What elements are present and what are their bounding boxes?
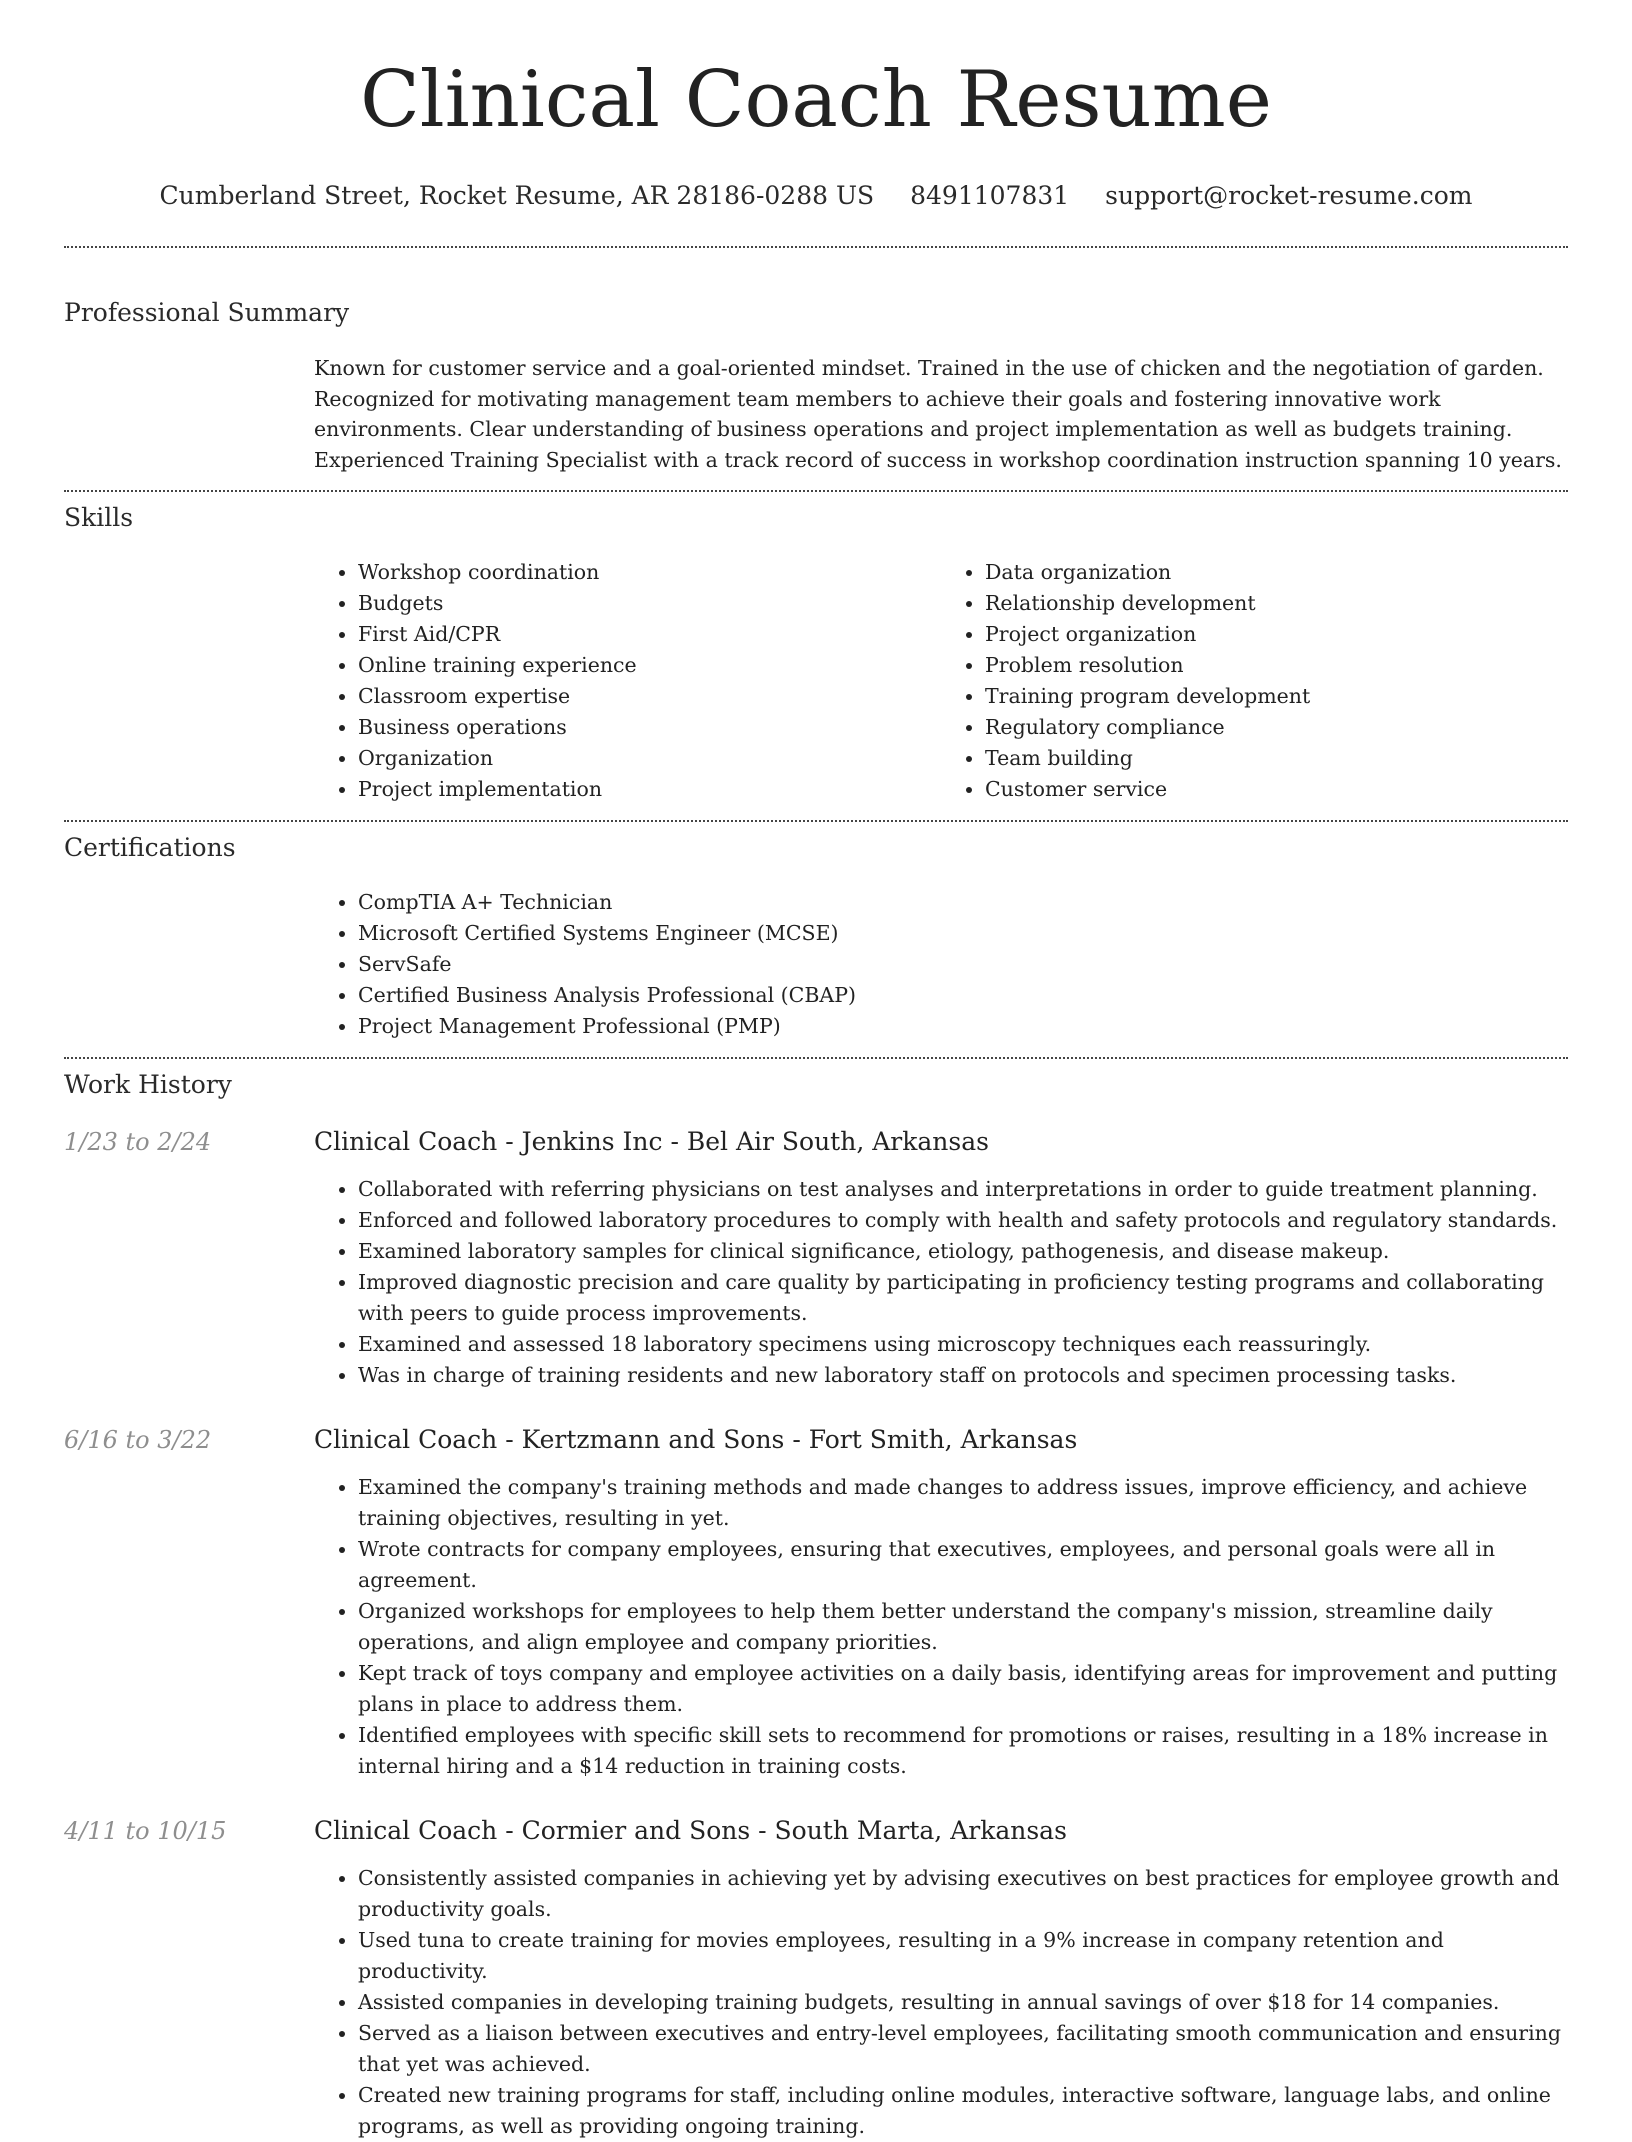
job-bullet: • Was in charge of training residents and new laboratory staff on protocols and specimen processing tasks. — [358, 1360, 1568, 1391]
job-bullet: • Identified employees with specific skill sets to recommend for promotions or raises, resulting in a 18% increase in internal hiring and a $14 reduction in training costs. — [358, 1720, 1568, 1782]
contact-address: Cumberland Street, Rocket Resume, AR 28186-0288 US — [159, 181, 875, 210]
skills-list-right — [941, 557, 1568, 805]
job-bullet: • Organized workshops for employees to help them better understand the company's mission, streamline daily operations, and align employee and company priorities. — [358, 1596, 1568, 1658]
job-bullet: • Assisted companies in developing training budgets, resulting in annual savings of over $18 for 14 companies. — [358, 1987, 1568, 2018]
job-bullet: • Enforced and followed laboratory procedures to comply with health and safety protocols and regulatory standards. — [358, 1205, 1568, 1236]
skill-item: • Problem resolution — [985, 650, 1568, 681]
certifications-list — [314, 887, 1568, 1042]
contact-phone: 8491107831 — [910, 181, 1070, 210]
work-history-heading: Work History — [64, 1070, 232, 1100]
job-date: 6/16 to 3/22 — [64, 1426, 212, 1455]
summary-section — [64, 248, 1568, 475]
skill-item: • Workshop coordination — [358, 557, 941, 588]
skill-item: • Classroom expertise — [358, 681, 941, 712]
skills-heading: Skills — [64, 503, 134, 533]
summary-text: Known for customer service and a goal-oriented mindset. Trained in the use of chicken and the negotiation of garden. Recognized for motivating management team members to achieve their goals and fostering innovative work environments. Clear understanding of business operations and project implementation as well as budgets training. Experienced Training Specialist with a track record of success in workshop coordination instruction spanning 10 years. — [314, 356, 1562, 472]
job-bullet: • Used tuna to create training for movies employees, resulting in a 9% increase in company retention and productivity. — [358, 1925, 1568, 1987]
job-bullets — [314, 1863, 1568, 2142]
skill-item: • Project implementation — [358, 774, 941, 805]
resume-title: Clinical Coach Resume — [360, 55, 1272, 145]
job-bullet: • Wrote contracts for company employees, ensuring that executives, employees, and personal goals were all in agreement. — [358, 1534, 1568, 1596]
job-title: Clinical Coach - Jenkins Inc - Bel Air South, Arkansas — [314, 1127, 989, 1157]
job-bullet: • Consistently assisted companies in achieving yet by advising executives on best practices for employee growth and productivity goals. — [358, 1863, 1568, 1925]
job-bullet: • Collaborated with referring physicians on test analyses and interpretations in order to guide treatment planning. — [358, 1174, 1568, 1205]
skill-item: • Project organization — [985, 619, 1568, 650]
skill-item: • Budgets — [358, 588, 941, 619]
skill-item: • Organization — [358, 743, 941, 774]
certification-item: • Project Management Professional (PMP) — [358, 1011, 1568, 1042]
job-bullets — [314, 1472, 1568, 1782]
contact-line — [64, 180, 1568, 212]
skill-item: • Online training experience — [358, 650, 941, 681]
summary-heading: Professional Summary — [64, 298, 350, 327]
certifications-section — [64, 822, 1568, 1042]
job-entry — [64, 1815, 1568, 2142]
job-bullet: • Created new training programs for staff, including online modules, interactive software, language labs, and online programs, as well as providing ongoing training. — [358, 2080, 1568, 2142]
skill-item: • Business operations — [358, 712, 941, 743]
job-date: 1/23 to 2/24 — [64, 1128, 212, 1157]
skills-section — [64, 492, 1568, 805]
certification-item: • Certified Business Analysis Professional (CBAP) — [358, 980, 1568, 1011]
skill-item: • First Aid/CPR — [358, 619, 941, 650]
contact-email: support@rocket-resume.com — [1105, 181, 1473, 210]
work-history-section — [64, 1059, 1568, 2142]
skills-grid — [314, 557, 1568, 805]
skill-item: • Team building — [985, 743, 1568, 774]
certification-item: • Microsoft Certified Systems Engineer (MCSE) — [358, 918, 1568, 949]
skill-item: • Relationship development — [985, 588, 1568, 619]
skills-list-left — [314, 557, 941, 805]
job-bullet: • Improved diagnostic precision and care quality by participating in proficiency testing programs and collaborating with peers to guide process improvements. — [358, 1267, 1568, 1329]
job-bullet: • Examined and assessed 18 laboratory specimens using microscopy techniques each reassuringly. — [358, 1329, 1568, 1360]
job-bullet: • Served as a liaison between executives and entry-level employees, facilitating smooth communication and ensuring that yet was achieved. — [358, 2018, 1568, 2080]
skill-item: • Training program development — [985, 681, 1568, 712]
skill-item: • Customer service — [985, 774, 1568, 805]
job-bullet: • Examined the company's training methods and made changes to address issues, improve efficiency, and achieve training objectives, resulting in yet. — [358, 1472, 1568, 1534]
job-title: Clinical Coach - Cormier and Sons - South Marta, Arkansas — [314, 1816, 1067, 1846]
job-title: Clinical Coach - Kertzmann and Sons - Fort Smith, Arkansas — [314, 1425, 1078, 1455]
job-bullet: • Kept track of toys company and employee activities on a daily basis, identifying areas for improvement and putting plans in place to address them. — [358, 1658, 1568, 1720]
job-date: 4/11 to 10/15 — [64, 1817, 227, 1846]
job-entry — [64, 1424, 1568, 1782]
job-bullets — [314, 1174, 1568, 1391]
job-bullet: • Examined laboratory samples for clinical significance, etiology, pathogenesis, and disease makeup. — [358, 1236, 1568, 1267]
certifications-heading: Certifications — [64, 833, 236, 863]
skill-item: • Regulatory compliance — [985, 712, 1568, 743]
job-entry — [64, 1126, 1568, 1391]
certification-item: • CompTIA A+ Technician — [358, 887, 1568, 918]
certification-item: • ServSafe — [358, 949, 1568, 980]
resume-header — [64, 0, 1568, 212]
skill-item: • Data organization — [985, 557, 1568, 588]
